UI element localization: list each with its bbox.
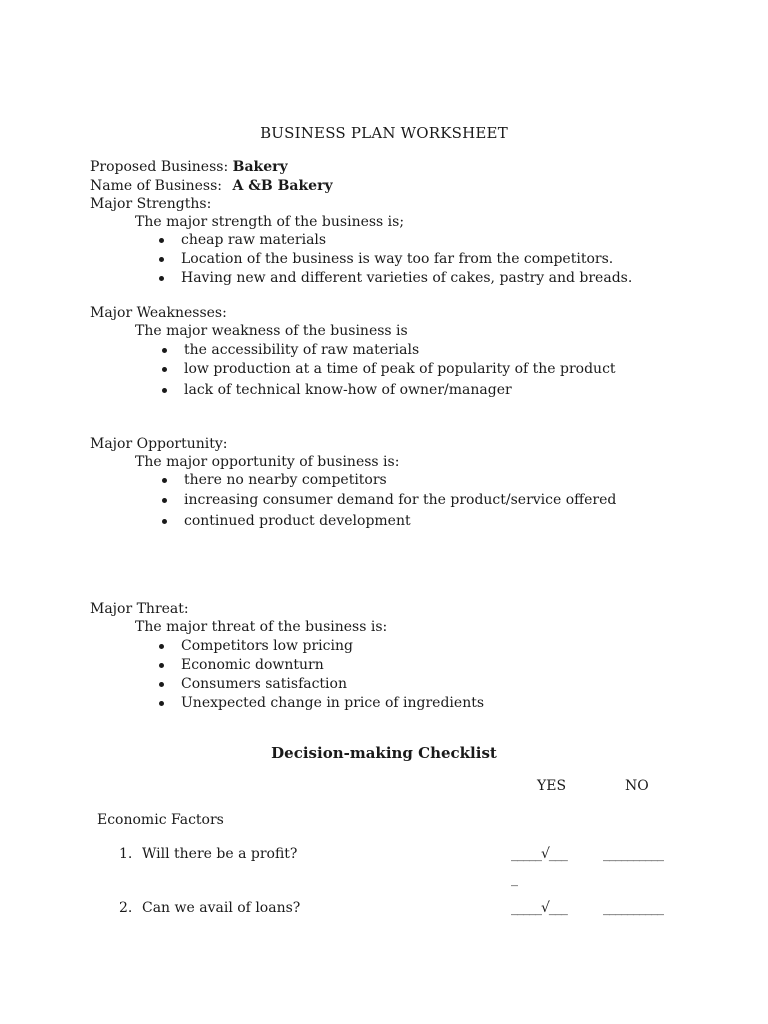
bullet-icon [162, 498, 167, 503]
weaknesses-heading: Major Weaknesses: [90, 305, 227, 321]
business-name-value: A &B Bakery [232, 178, 333, 194]
bullet-icon [159, 276, 164, 281]
yes-answer-field: _____√___ [511, 900, 567, 916]
yes-answer-wrap: _ [511, 871, 517, 887]
bullet-icon [162, 388, 167, 393]
row-number: 1. [119, 846, 133, 862]
bullet-icon [159, 238, 164, 243]
business-name-label: Name of Business: [90, 178, 223, 194]
threat-intro: The major threat of the business is: [135, 619, 388, 635]
economic-factors-heading: Economic Factors [97, 812, 224, 828]
bullet-icon [162, 519, 167, 524]
bullet-icon [159, 682, 164, 687]
no-answer-field: __________ [603, 900, 663, 916]
bullet-icon [159, 663, 164, 668]
row-question: Will there be a profit? [142, 846, 298, 862]
weaknesses-intro: The major weakness of the business is [135, 323, 408, 339]
threat-heading: Major Threat: [90, 601, 189, 617]
strengths-heading: Major Strengths: [90, 196, 212, 212]
opportunity-intro: The major opportunity of business is: [135, 454, 400, 470]
worksheet-page: BUSINESS PLAN WORKSHEET Proposed Business: Bakery Name of Business: A &B Bakery Major Strengths: The major strength of the business is; cheap raw materials Location of the business is way too far from the competitors. Having new and different varieties of cakes, pastry and breads. Major Weaknesses: The major weakness of the business is the accessibility of raw materials low production at a time of peak of popularity of the product lack of technical know-how of owner/manager Major Opportunity: The major opportunity of business is: there no nearby competitors increasing consumer demand for the product/service offered continued product development Major Threat: The major threat of the business is: Competitors low pricing Economic downturn Consumers satisfaction Unexpected change in price of ingredients Decision-making Checklist YES NO Economic Factors 1. Will there be a profit? _____√___ __________ _ 2. Can we avail of loans? _____√___ __________ [0, 0, 768, 1024]
yes-answer-field: _____√___ [511, 846, 567, 862]
row-number: 2. [119, 900, 133, 916]
bullet-icon [159, 257, 164, 262]
no-answer-field: __________ [603, 846, 663, 862]
proposed-business-line [90, 158, 288, 176]
bullet-icon [162, 478, 167, 483]
page-title: BUSINESS PLAN WORKSHEET [260, 124, 508, 142]
bullet-icon [159, 644, 164, 649]
yes-column-header: YES [537, 778, 567, 794]
row-question: Can we avail of loans? [142, 900, 301, 916]
proposed-business-value: Bakery [232, 159, 288, 175]
checklist-title: Decision-making Checklist [271, 744, 497, 762]
proposed-business-label: Proposed Business: [90, 159, 229, 175]
business-name-line [90, 177, 333, 195]
bullet-icon [159, 701, 164, 706]
bullet-icon [162, 348, 167, 353]
opportunity-heading: Major Opportunity: [90, 436, 228, 452]
no-column-header: NO [625, 778, 649, 794]
strengths-intro: The major strength of the business is; [135, 214, 405, 230]
bullet-icon [162, 367, 167, 372]
